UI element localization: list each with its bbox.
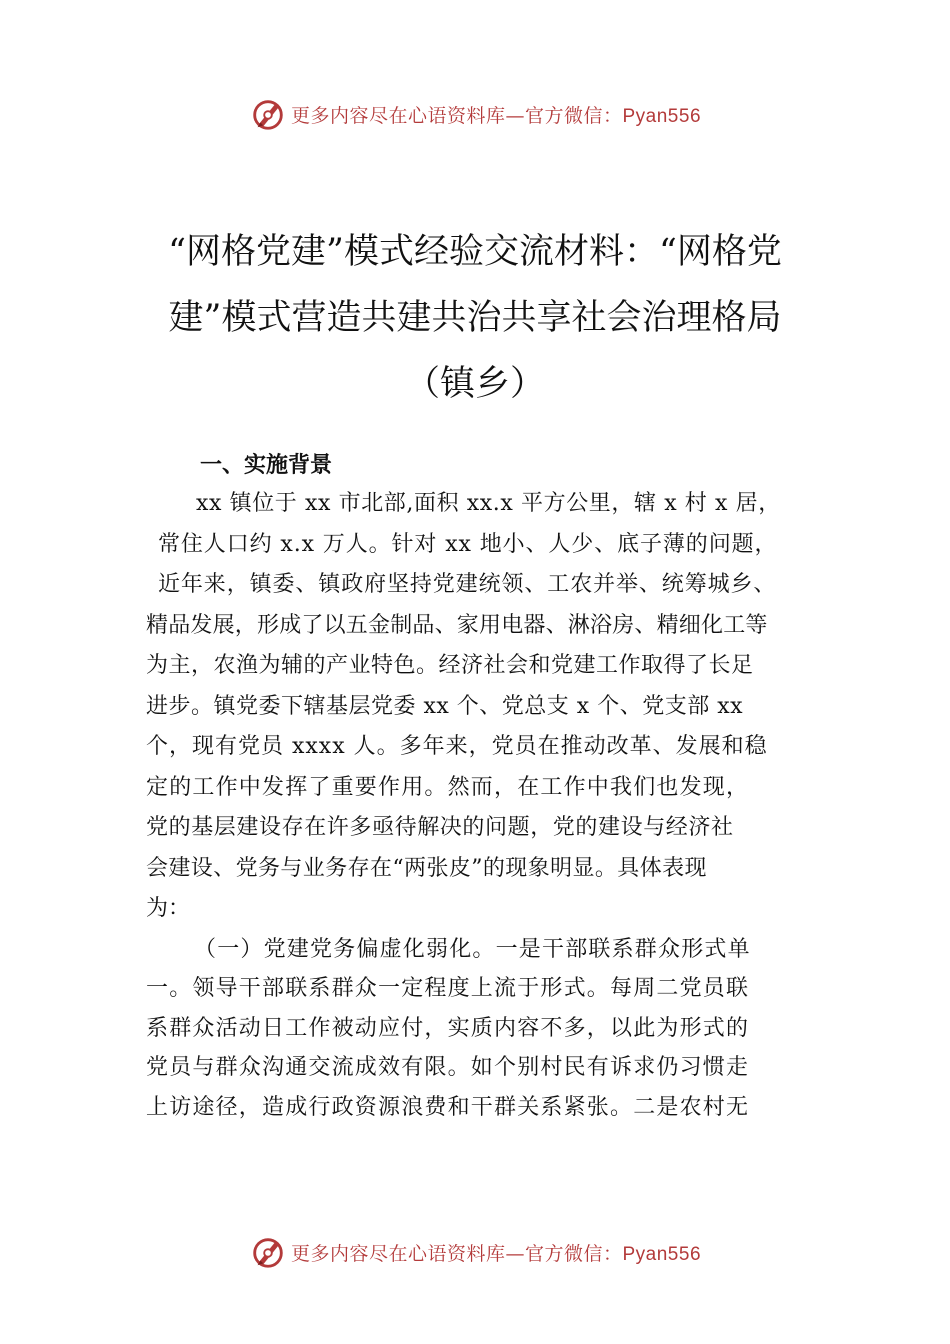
text-line: 近年来，镇委、镇政府坚持党建统领、工农并举、统筹城乡、 bbox=[158, 572, 777, 597]
banner-label: 更多内容尽在心语资料库—官方微信： bbox=[290, 104, 623, 127]
text-line: 为主，农渔为辅的产业特色。经济社会和党建工作取得了长足 bbox=[146, 653, 754, 678]
title-line: “网格党建”模式经验交流材料：“网格党 bbox=[168, 232, 782, 273]
text-line: 为： bbox=[146, 896, 191, 921]
header-banner bbox=[0, 92, 950, 136]
wechat-account: Pyan556 bbox=[622, 105, 702, 127]
text-line: 定的工作中发挥了重要作用。然而，在工作中我们也发现， bbox=[146, 774, 750, 800]
paragraph-section-one bbox=[146, 930, 818, 1128]
footer-banner bbox=[0, 1230, 950, 1274]
text-line: 党员与群众沟通交流成效有限。如个别村民有诉求仍习惯走 bbox=[146, 1055, 750, 1080]
text-line: xx 镇位于 xx 市北部,面积 xx.x 平方公里，辖 x 村 x 居， bbox=[196, 491, 781, 516]
wechat-account: Pyan556 bbox=[622, 1243, 702, 1265]
text-line: 个，现有党员 xxxx 人。多年来，党员在推动改革、发展和稳 bbox=[146, 734, 768, 759]
text-line: 常住人口约 x.x 万人。针对 xx 地小、人少、底子薄的问题， bbox=[158, 531, 778, 557]
text-line: 进步。镇党委下辖基层党委 xx 个、党总支 x 个、党支部 xx bbox=[146, 693, 744, 719]
text-line: 一。领导干部联系群众一定程度上流于形式。每周二党员联 bbox=[146, 976, 750, 1001]
text-line: 上访途径，造成行政资源浪费和干群关系紧张。二是农村无 bbox=[146, 1094, 750, 1120]
paragraph-background bbox=[146, 484, 818, 930]
pen-seal-icon bbox=[249, 1233, 287, 1271]
title-line: （镇乡） bbox=[404, 364, 545, 405]
banner-label: 更多内容尽在心语资料库—官方微信： bbox=[290, 1242, 623, 1265]
document-body bbox=[146, 448, 818, 1127]
document-title bbox=[140, 219, 810, 417]
text-line: 党的基层建设存在许多亟待解决的问题，党的建设与经济社 bbox=[146, 815, 734, 840]
text-line: 精品发展，形成了以五金制品、家用电器、淋浴房、精细化工等 bbox=[146, 612, 768, 638]
pen-seal-icon bbox=[249, 95, 287, 133]
text-line: （一）党建党务偏虚化弱化。一是干部联系群众形式单 bbox=[194, 936, 751, 962]
title-line: 建”模式营造共建共治共享社会治理格局 bbox=[168, 298, 782, 339]
text-line: 系群众活动日工作被动应付，实质内容不多，以此为形式的 bbox=[146, 1015, 750, 1041]
section-heading: 一、实施背景 bbox=[200, 453, 333, 478]
banner-text bbox=[291, 1239, 701, 1266]
banner-text bbox=[291, 101, 701, 128]
text-line: 会建设、党务与业务存在“两张皮”的现象明显。具体表现 bbox=[146, 855, 707, 881]
